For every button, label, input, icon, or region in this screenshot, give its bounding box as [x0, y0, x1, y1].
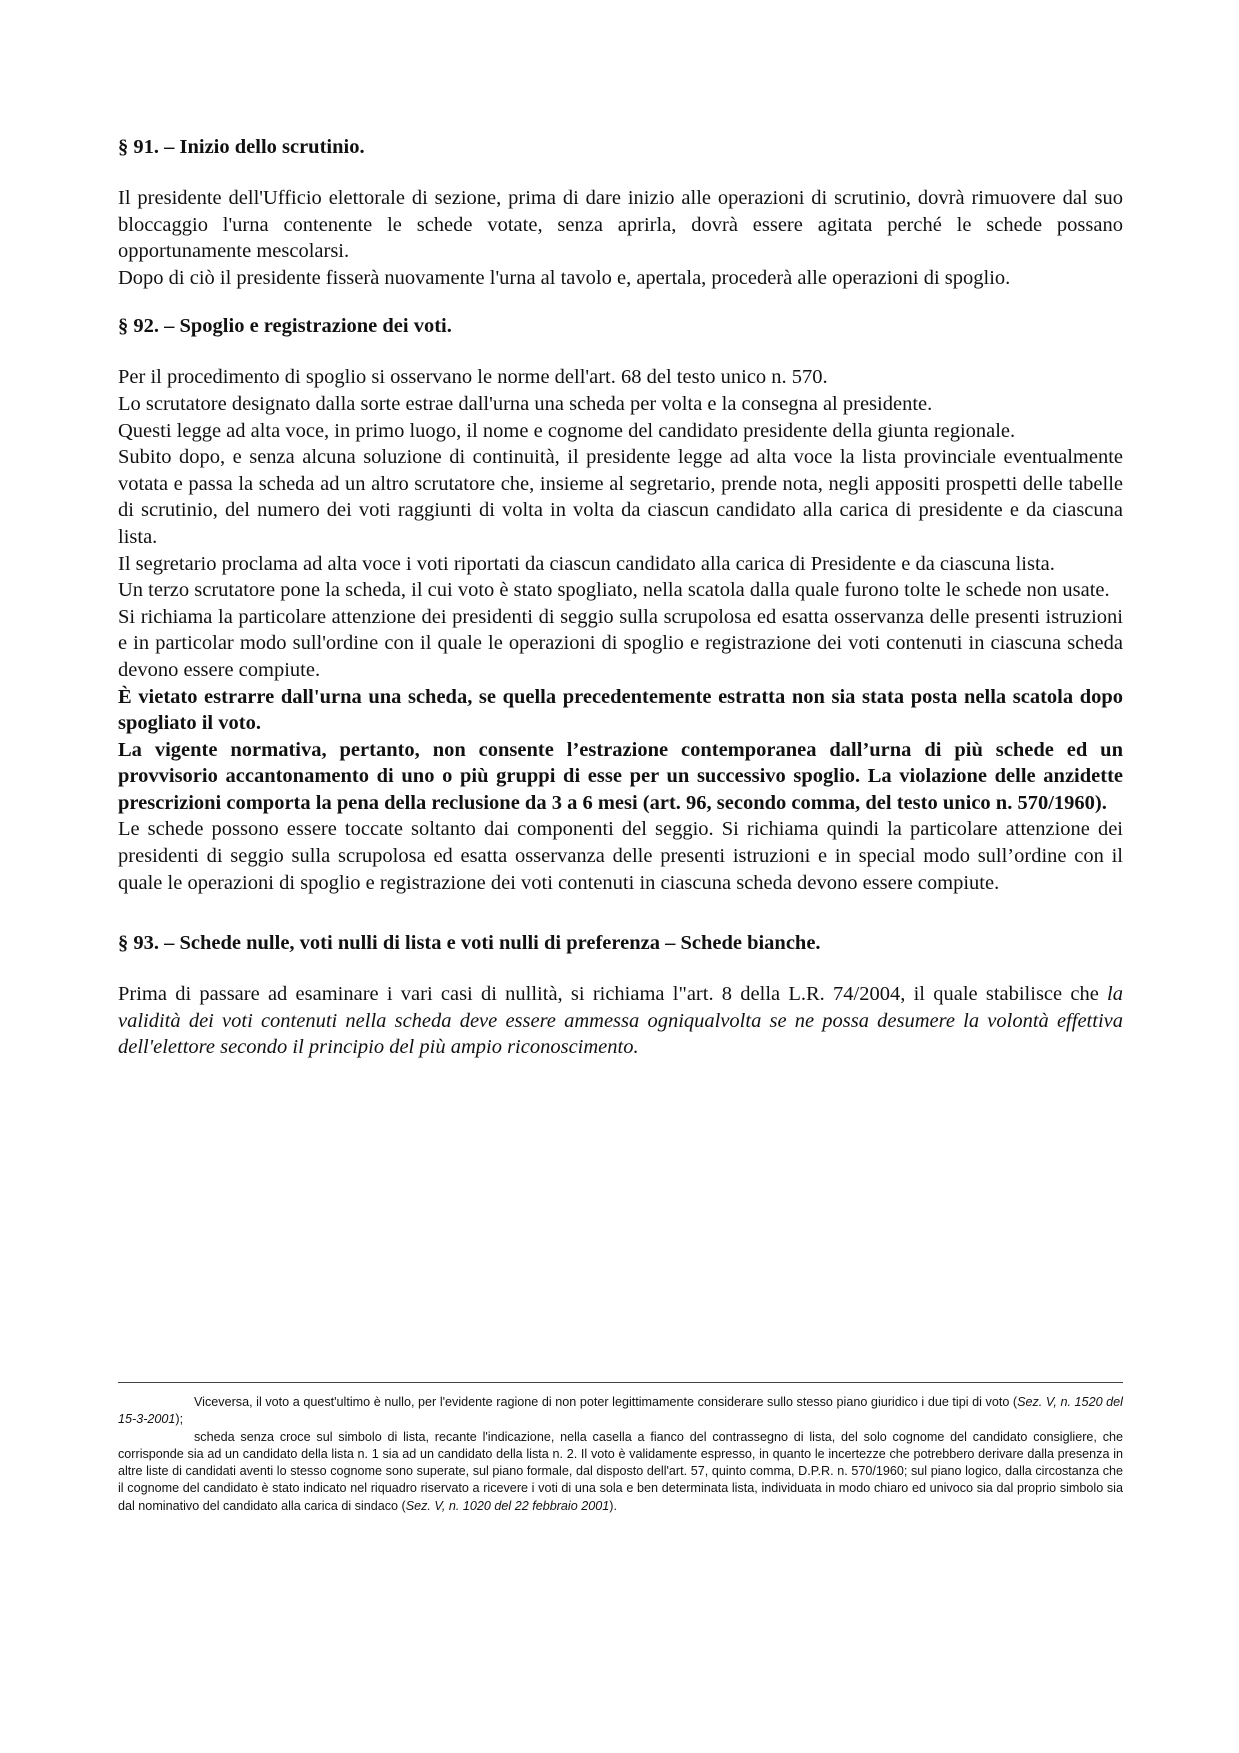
paragraph: Il presidente dell'Ufficio elettorale di sezione, prima di dare inizio alle operazioni di scrutinio, dovrà rimuovere dal suo bloccaggio l'urna contenente le schede votate, senza aprirla, dovrà essere agitata perché le schede possano opportunamente mescolarsi. [118, 187, 1123, 263]
footnote-text: scheda senza croce sul simbolo di lista, recante l'indicazione, nella casella a fianco del contrassegno di lista, del solo cognome del candidato consigliere, che corrisponde sia ad un candidato della lista n. 1 sia ad un candidato della lista n. 2. Il voto è validamente espresso, in quanto le incertezze che potrebbero derivare dalla presenza in altre liste di candidati aventi lo stesso cognome sono superate, sul piano formale, dal disposto dell'art. 57, quinto comma, D.P.R. n. 570/1960; sul piano logico, dalla circostanza che il cognome del candidato è stato indicato nel riquadro riservato a ricevere i voti di una sola e ben determinata lista, individuata in modo chiaro ed univoco sia dal proprio simbolo sia dal nominativo del candidato alla carica di sindaco ( [118, 1429, 1123, 1513]
section-92 [118, 313, 1123, 896]
footnotes [118, 1394, 1123, 1515]
footnote-text: Viceversa, il voto a quest'ultimo è nullo, per l'evidente ragione di non poter legittimamente considerare sullo stesso piano giuridico i due tipi di voto ( [194, 1395, 1018, 1409]
footnote-tail: ). [609, 1498, 617, 1513]
paragraph: Per il procedimento di spoglio si osservano le norme dell'art. 68 del testo unico n. 570. [118, 366, 828, 389]
section-heading: § 93. – Schede nulle, voti nulli di lista e voti nulli di preferenza – Schede bianche. [118, 932, 821, 955]
paragraph: Un terzo scrutatore pone la scheda, il cui voto è stato spogliato, nella scatola dalla quale furono tolte le schede non usate. [118, 579, 1110, 602]
paragraph: Lo scrutatore designato dalla sorte estrae dall'urna una scheda per volta e la consegna al presidente. [118, 392, 933, 415]
bold-paragraph: La vigente normativa, pertanto, non consente l’estrazione contemporanea dall’urna di più schede ed un provvisorio accantonamento di uno o più gruppi di esse per un successivo spoglio. La violazione delle anzidette prescrizioni comporta la pena della reclusione da 3 a 6 mesi (art. 96, secondo comma, del testo unico n. 570/1960). [118, 738, 1123, 814]
section-93 [118, 930, 1123, 1061]
paragraph: Si richiama la particolare attenzione dei presidenti di seggio sulla scrupolosa ed esatta osservanza delle presenti istruzioni e in particolar modo sull'ordine con il quale le operazioni di spoglio e registrazione dei voti contenuti in ciascuna scheda devono essere compiute. [118, 605, 1123, 681]
footnote [118, 1429, 1123, 1515]
paragraph-text: Prima di passare ad esaminare i vari casi di nullità, si richiama l"art. 8 della L.R. 74/2004, il quale stabilisce che [118, 983, 1108, 1006]
paragraph: Dopo di ciò il presidente fisserà nuovamente l'urna al tavolo e, apertala, procederà alle operazioni di spoglio. [118, 266, 1011, 289]
footnote [118, 1394, 1123, 1429]
footnote-separator [118, 1382, 1123, 1383]
footnote-citation: Sez. V, n. 1020 del 22 febbraio 2001 [405, 1498, 610, 1513]
document-body [118, 134, 1123, 1083]
section-heading: § 91. – Inizio dello scrutinio. [118, 136, 365, 158]
paragraph: Il segretario proclama ad alta voce i voti riportati da ciascun candidato alla carica di Presidente e da ciascuna lista. [118, 552, 1055, 575]
paragraph: Subito dopo, e senza alcuna soluzione di continuità, il presidente legge ad alta voce la lista provinciale eventualmente votata e passa la scheda ad un altro scrutatore che, insieme al segretario, prende nota, negli appositi prospetti delle tabelle di scrutinio, del numero dei voti raggiunti di volta in volta da ciascun candidato alla carica di presidente e da ciascuna lista. [118, 446, 1123, 548]
footnote-citation: Sez. V, n. 1520 del 15-3-2001 [118, 1395, 1123, 1427]
paragraph: Questi legge ad alta voce, in primo luogo, il nome e cognome del candidato presidente della giunta regionale. [118, 419, 1016, 442]
italic-quote: la validità dei voti contenuti nella scheda deve essere ammessa ogniqualvolta se ne possa desumere la volontà effettiva dell'elettore secondo il principio del più ampio riconoscimento. [118, 983, 1123, 1059]
footnote-tail: ); [175, 1412, 184, 1427]
section-91 [118, 134, 1123, 291]
section-heading: § 92. – Spoglio e registrazione dei voti. [118, 315, 452, 338]
paragraph: Le schede possono essere toccate soltanto dai componenti del seggio. Si richiama quindi la particolare attenzione dei presidenti di seggio sulla scrupolosa ed esatta osservanza delle presenti istruzioni e in special modo sull’ordine con il quale le operazioni di spoglio e registrazione dei voti contenuti in ciascuna scheda devono essere compiute. [118, 818, 1123, 894]
bold-paragraph: È vietato estrarre dall'urna una scheda, se quella precedentemente estratta non sia stata posta nella scatola dopo spogliato il voto. [118, 685, 1123, 735]
paragraph [118, 981, 1123, 1061]
